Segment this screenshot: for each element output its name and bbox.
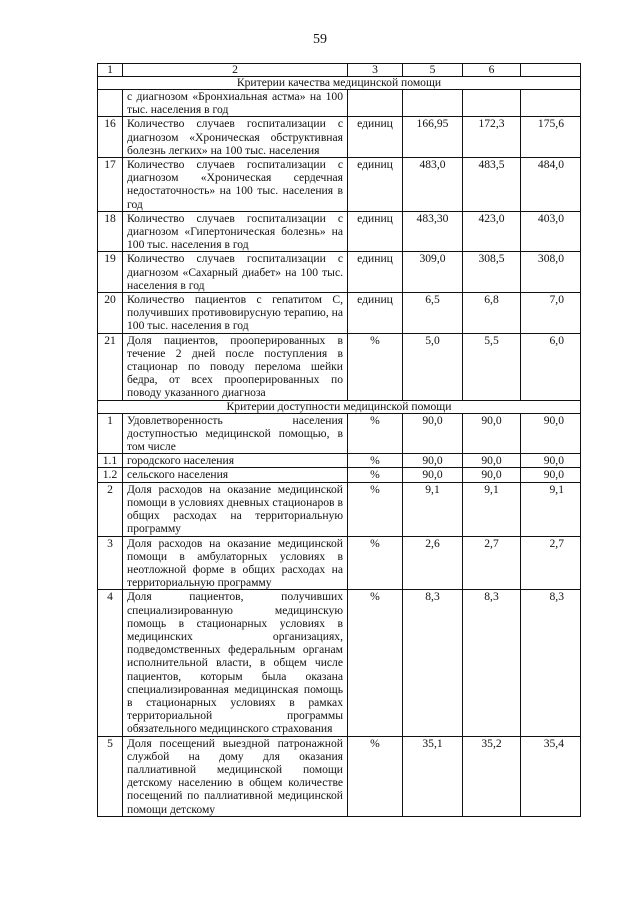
indicator-text: Количество случаев госпитализации с диагнозом «Хроническая обструктивная болезнь легких» на 100 тыс. населения bbox=[123, 117, 348, 158]
unit-cell: % bbox=[348, 468, 403, 482]
table-row bbox=[98, 468, 581, 482]
indicator-text: Доля расходов на оказание медицинской помощи в условиях дневных стационаров в общих расходах на территориальную программу bbox=[123, 482, 348, 536]
value-cell: 7,0 bbox=[521, 293, 581, 334]
row-number: 1.2 bbox=[98, 468, 123, 482]
value-cell: 90,0 bbox=[521, 454, 581, 468]
row-number: 2 bbox=[98, 482, 123, 536]
section-title: Критерии качества медицинской помощи bbox=[98, 77, 581, 90]
value-cell: 5,5 bbox=[463, 333, 521, 400]
value-cell: 35,2 bbox=[463, 736, 521, 816]
table-row bbox=[98, 90, 581, 117]
value-cell: 172,3 bbox=[463, 117, 521, 158]
value-cell: 90,0 bbox=[403, 413, 463, 454]
page-number: 59 bbox=[313, 32, 327, 47]
header-row bbox=[98, 64, 581, 77]
value-cell: 90,0 bbox=[463, 413, 521, 454]
unit-cell: % bbox=[348, 454, 403, 468]
value-cell: 6,0 bbox=[521, 333, 581, 400]
table-row bbox=[98, 158, 581, 212]
indicator-text: Доля пациентов, получивших специализированную медицинскую помощь в стационарных условиях в медицинских организациях, подведомственных федеральным органам исполнительной власти, в общем числе пациентов, которым была оказана специализированная медицинская помощь в стационарных условиях в рамках территориальной программы обязательного медицинского страхования bbox=[123, 590, 348, 736]
value-cell: 35,4 bbox=[521, 736, 581, 816]
unit-cell: % bbox=[348, 333, 403, 400]
table-row bbox=[98, 454, 581, 468]
indicator-text: Количество случаев госпитализации с диагнозом «Гипертоническая болезнь» на 100 тыс. населения в год bbox=[123, 211, 348, 252]
table-row bbox=[98, 252, 581, 293]
indicator-text: Доля расходов на оказание медицинской помощи в амбулаторных условиях в неотложной форме в общих расходах на территориальную программу bbox=[123, 536, 348, 590]
table-row bbox=[98, 117, 581, 158]
value-cell: 8,3 bbox=[463, 590, 521, 736]
header-cell: 5 bbox=[403, 64, 463, 77]
value-cell: 483,5 bbox=[463, 158, 521, 212]
value-cell: 175,6 bbox=[521, 117, 581, 158]
value-cell: 5,0 bbox=[403, 333, 463, 400]
table-row bbox=[98, 211, 581, 252]
row-number: 5 bbox=[98, 736, 123, 816]
row-number bbox=[98, 90, 123, 117]
indicator-text: городского населения bbox=[123, 454, 348, 468]
value-cell: 8,3 bbox=[521, 590, 581, 736]
row-number: 16 bbox=[98, 117, 123, 158]
value-cell: 90,0 bbox=[403, 454, 463, 468]
section-row bbox=[98, 77, 581, 90]
value-cell: 90,0 bbox=[521, 468, 581, 482]
unit-cell: единиц bbox=[348, 117, 403, 158]
indicator-text: Количество случаев госпитализации с диагнозом «Сахарный диабет» на 100 тыс. населения в год bbox=[123, 252, 348, 293]
value-cell: 483,0 bbox=[403, 158, 463, 212]
value-cell: 9,1 bbox=[463, 482, 521, 536]
value-cell: 35,1 bbox=[403, 736, 463, 816]
unit-cell: единиц bbox=[348, 211, 403, 252]
value-cell: 6,5 bbox=[403, 293, 463, 334]
value-cell: 90,0 bbox=[403, 468, 463, 482]
value-cell: 9,1 bbox=[521, 482, 581, 536]
value-cell: 90,0 bbox=[463, 468, 521, 482]
criteria-table bbox=[97, 63, 581, 817]
value-cell: 2,6 bbox=[403, 536, 463, 590]
unit-cell: единиц bbox=[348, 252, 403, 293]
value-cell: 403,0 bbox=[521, 211, 581, 252]
header-cell: 6 bbox=[463, 64, 521, 77]
value-cell: 9,1 bbox=[403, 482, 463, 536]
row-number: 18 bbox=[98, 211, 123, 252]
row-number: 17 bbox=[98, 158, 123, 212]
unit-cell bbox=[348, 90, 403, 117]
header-cell: 2 bbox=[123, 64, 348, 77]
indicator-text: сельского населения bbox=[123, 468, 348, 482]
indicator-text: Удовлетворенность населения доступностью медицинской помощью, в том числе bbox=[123, 413, 348, 454]
row-number: 20 bbox=[98, 293, 123, 334]
value-cell: 90,0 bbox=[463, 454, 521, 468]
table-row bbox=[98, 482, 581, 536]
value-cell: 484,0 bbox=[521, 158, 581, 212]
unit-cell: % bbox=[348, 482, 403, 536]
header-cell: 3 bbox=[348, 64, 403, 77]
indicator-text: Доля посещений выездной патронажной службой на дому для оказания паллиативной медицинской помощи детскому населению в общем количестве посещений по паллиативной медицинской помощи детскому bbox=[123, 736, 348, 816]
row-number: 19 bbox=[98, 252, 123, 293]
row-number: 4 bbox=[98, 590, 123, 736]
value-cell: 2,7 bbox=[521, 536, 581, 590]
table-row bbox=[98, 736, 581, 816]
indicator-text: Количество пациентов с гепатитом С, получивших противовирусную терапию, на 100 тыс. населения в год bbox=[123, 293, 348, 334]
value-cell: 2,7 bbox=[463, 536, 521, 590]
row-number: 1.1 bbox=[98, 454, 123, 468]
header-cell: 1 bbox=[98, 64, 123, 77]
indicator-text: Количество случаев госпитализации с диагнозом «Хроническая сердечная недостаточность» на 100 тыс. населения в год bbox=[123, 158, 348, 212]
value-cell: 308,0 bbox=[521, 252, 581, 293]
header-cell bbox=[521, 64, 581, 77]
table-row bbox=[98, 293, 581, 334]
row-number: 21 bbox=[98, 333, 123, 400]
unit-cell: % bbox=[348, 413, 403, 454]
value-cell bbox=[521, 90, 581, 117]
row-number: 1 bbox=[98, 413, 123, 454]
section-title: Критерии доступности медицинской помощи bbox=[98, 400, 581, 413]
indicator-text: Доля пациентов, прооперированных в течение 2 дней после поступления в стационар по поводу перелома шейки бедра, от всех прооперированных по поводу указанного диагноза bbox=[123, 333, 348, 400]
value-cell: 483,30 bbox=[403, 211, 463, 252]
value-cell: 8,3 bbox=[403, 590, 463, 736]
table-row bbox=[98, 333, 581, 400]
unit-cell: % bbox=[348, 536, 403, 590]
table-row bbox=[98, 536, 581, 590]
value-cell bbox=[463, 90, 521, 117]
table-row bbox=[98, 413, 581, 454]
value-cell: 166,95 bbox=[403, 117, 463, 158]
table-body bbox=[98, 64, 581, 817]
value-cell: 308,5 bbox=[463, 252, 521, 293]
table-row bbox=[98, 590, 581, 736]
row-number: 3 bbox=[98, 536, 123, 590]
unit-cell: единиц bbox=[348, 293, 403, 334]
value-cell: 309,0 bbox=[403, 252, 463, 293]
unit-cell: % bbox=[348, 736, 403, 816]
section-row bbox=[98, 400, 581, 413]
unit-cell: % bbox=[348, 590, 403, 736]
value-cell: 6,8 bbox=[463, 293, 521, 334]
unit-cell: единиц bbox=[348, 158, 403, 212]
indicator-text: с диагнозом «Бронхиальная астма» на 100 тыс. населения в год bbox=[123, 90, 348, 117]
value-cell: 90,0 bbox=[521, 413, 581, 454]
value-cell: 423,0 bbox=[463, 211, 521, 252]
value-cell bbox=[403, 90, 463, 117]
